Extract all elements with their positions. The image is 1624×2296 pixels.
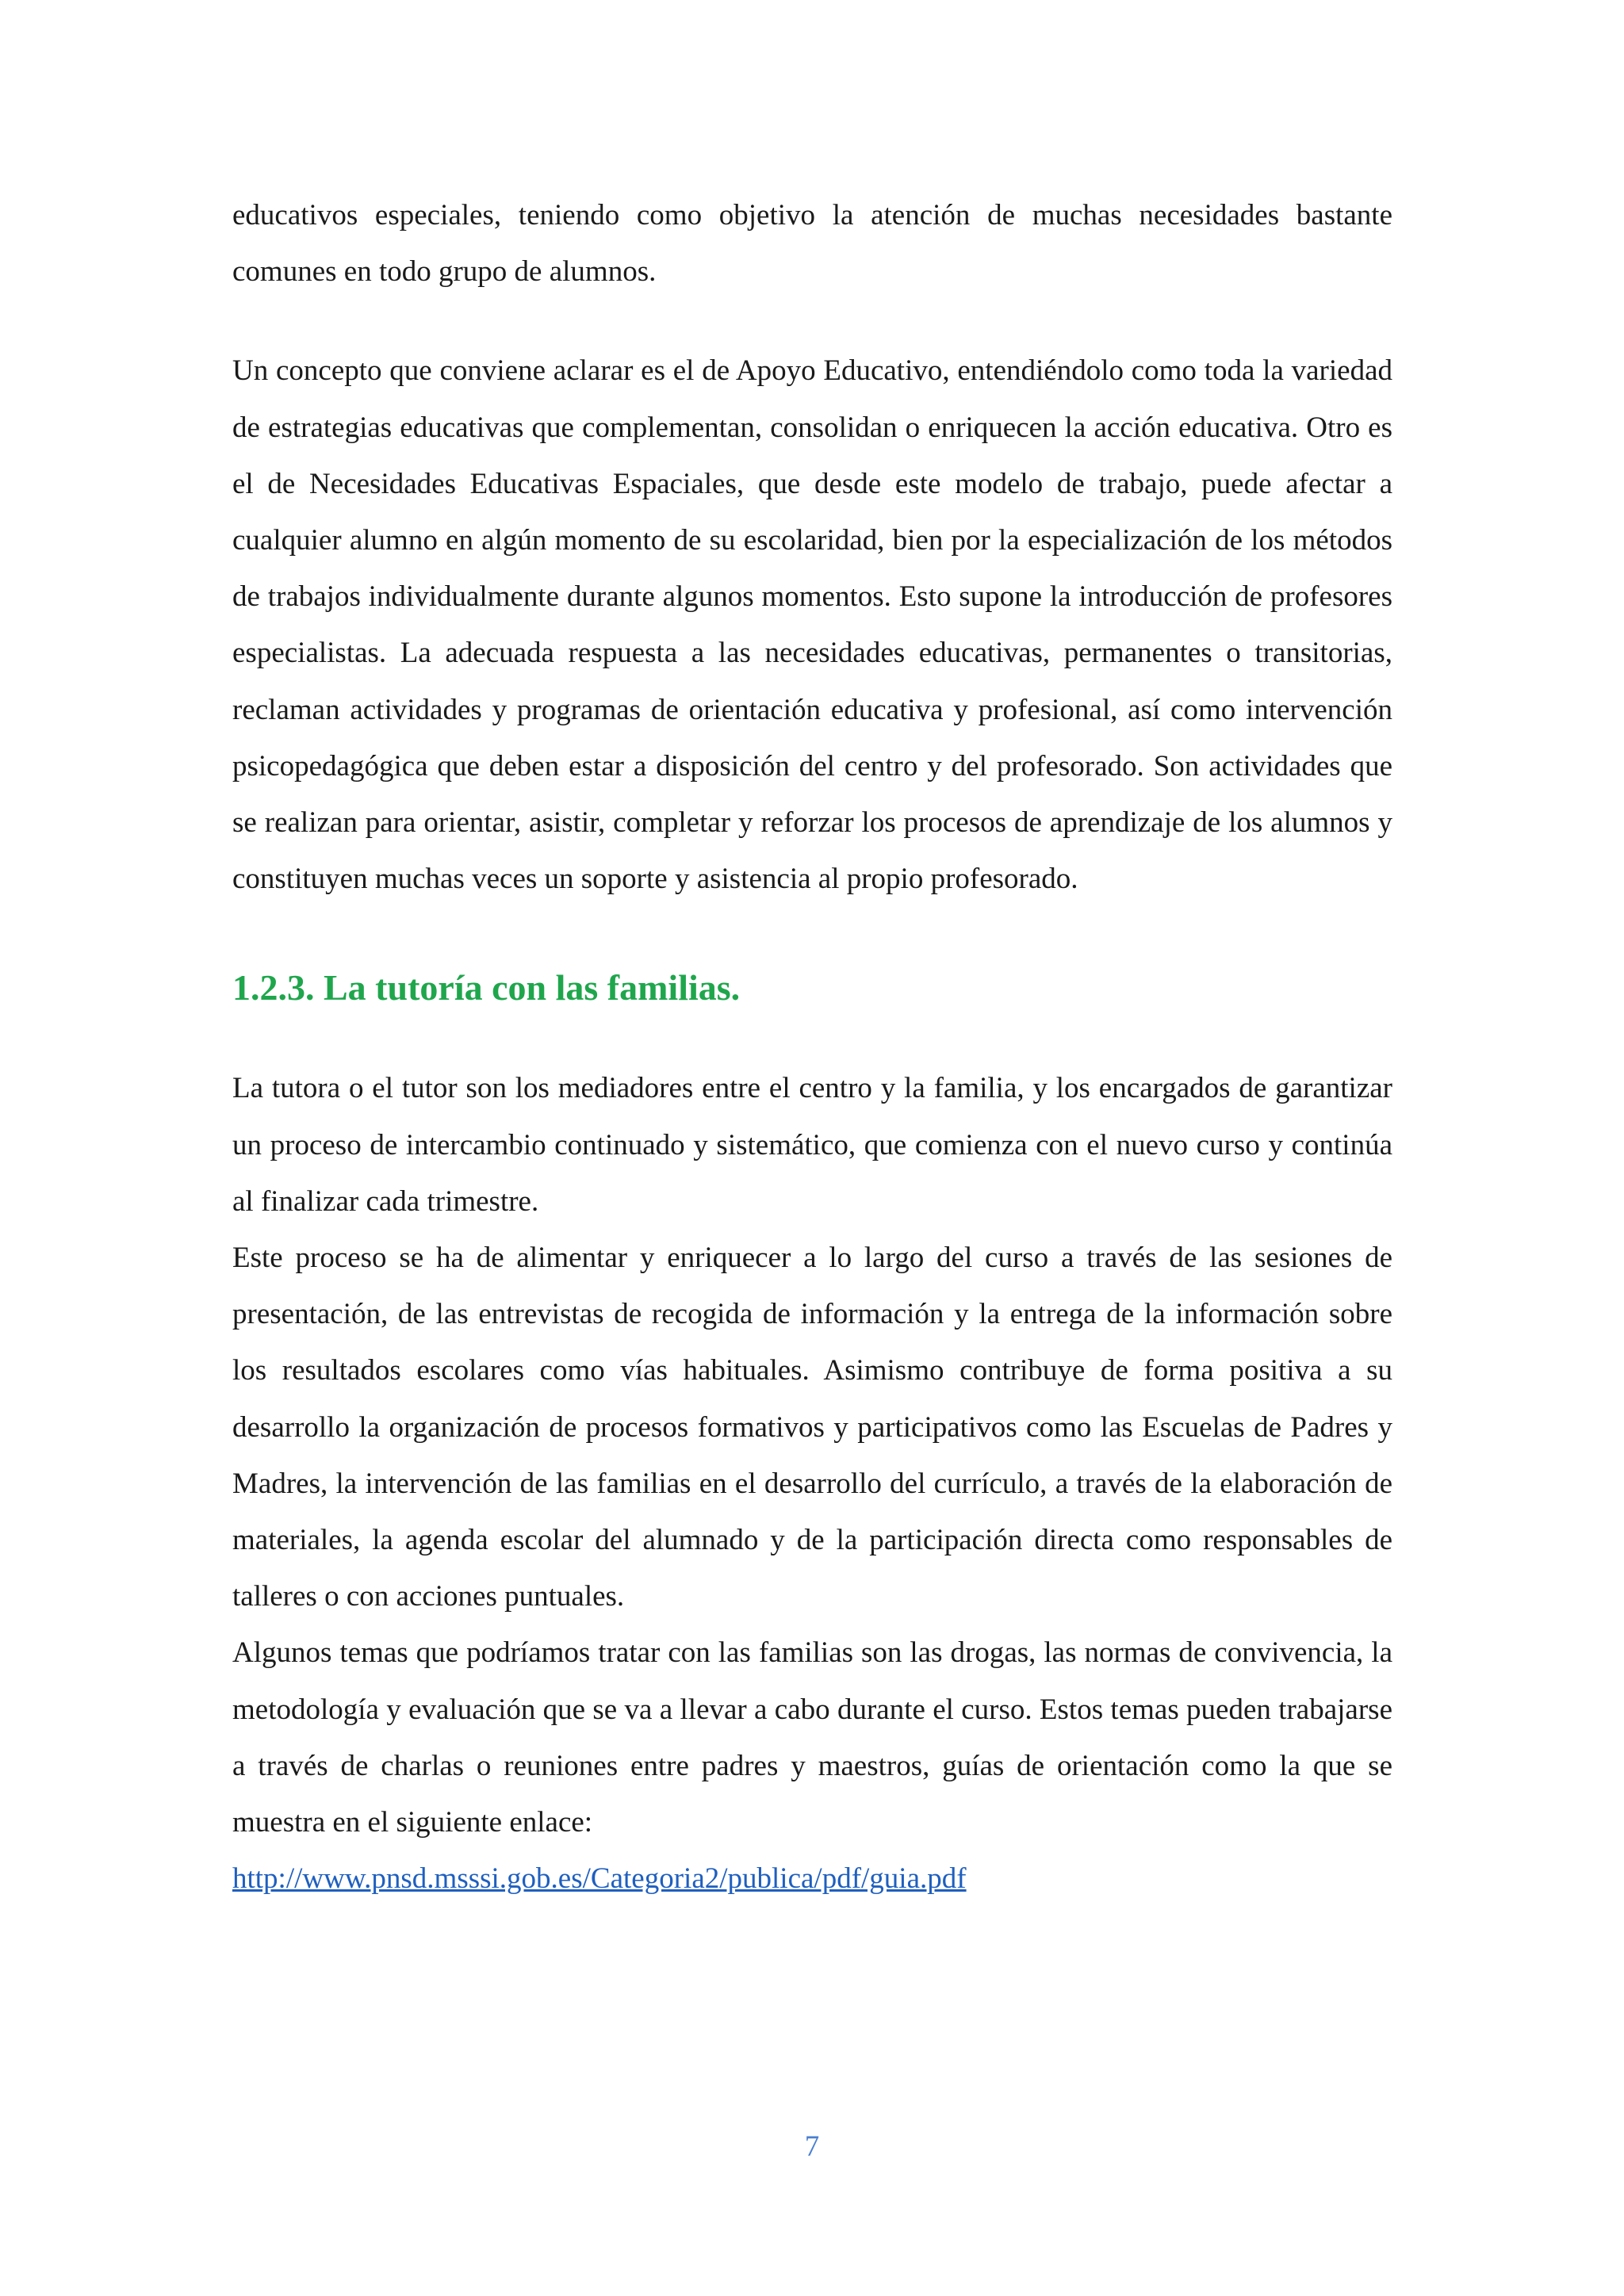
paragraph-temas: Algunos temas que podríamos tratar con las familias son las drogas, las normas de convivencia, la metodología y evaluación que se va a llevar a cabo durante el curso. Estos temas pueden trabajarse a través de charlas o reuniones entre padres y maestros, guías de orientación como la que se muestra en el siguiente enlace: xyxy=(232,1636,1392,1839)
page-body xyxy=(232,187,1392,1907)
paragraph-apoyo-educativo: Un concepto que conviene aclarar es el de Apoyo Educativo, entendiéndolo como toda la variedad de estrategias educativas que complementan, consolidan o enriquecen la acción educativa. Otro es el de Necesidades Educativas Espaciales, que desde este modelo de trabajo, puede afectar a cualquier alumno en algún momento de su escolaridad, bien por la especialización de los métodos de trabajos individualmente durante algunos momentos. Esto supone la introducción de profesores especialistas. La adecuada respuesta a las necesidades educativas, permanentes o transitorias, reclaman actividades y programas de orientación educativa y profesional, así como intervención psicopedagógica que deben estar a disposición del centro y del profesorado. Son actividades que se realizan para orientar, asistir, completar y reforzar los procesos de aprendizaje de los alumnos y constituyen muchas veces un soporte y asistencia al propio profesorado. xyxy=(232,354,1392,896)
section-heading: 1.2.3. La tutoría con las familias. xyxy=(232,967,741,1008)
page-number: 7 xyxy=(804,2130,820,2163)
paragraph-proceso: Este proceso se ha de alimentar y enriquecer a lo largo del curso a través de las sesiones de presentación, de las entrevistas de recogida de información y la entrega de la información sobre los resultados escolares como vías habituales. Asimismo contribuye de forma positiva a su desarrollo la organización de procesos formativos y participativos como las Escuelas de Padres y Madres, la intervención de las familias en el desarrollo del currículo, a través de la elaboración de materiales, la agenda escolar del alumnado y de la participación directa como responsables de talleres o con acciones puntuales. xyxy=(232,1242,1392,1613)
link-line xyxy=(232,1850,1392,1907)
guide-pdf-link[interactable]: http://www.pnsd.msssi.gob.es/Categoria2/publica/pdf/guia.pdf xyxy=(232,1862,967,1896)
paragraph-educativos: educativos especiales, teniendo como objetivo la atención de muchas necesidades bastante comunes en todo grupo de alumnos. xyxy=(232,199,1392,289)
paragraph-tutora: La tutora o el tutor son los mediadores entre el centro y la familia, y los encargados de garantizar un proceso de intercambio continuado y sistemático, que comienza con el nuevo curso y continúa al finalizar cada trimestre. xyxy=(232,1072,1392,1218)
